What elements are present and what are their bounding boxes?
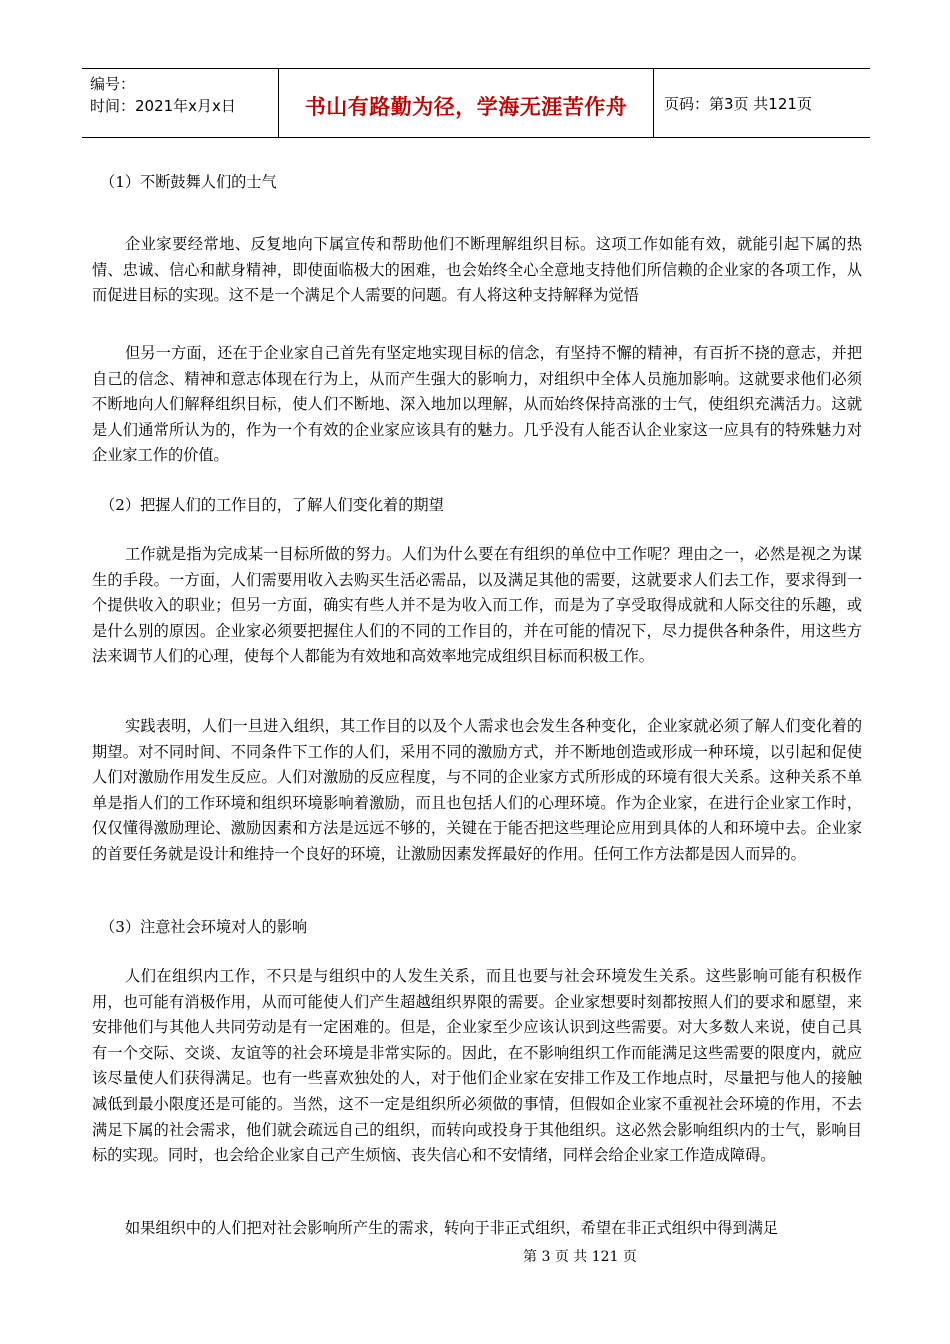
- number-label: 编号：: [90, 75, 136, 93]
- section-2-paragraph-1: 工作就是指为完成某一目标所做的努力。人们为什么要在有组织的单位中工作呢？理由之一，必然是视之为谋生的手段。一方面，人们需要用收入去购买生活必需品，以及满足其他的需要，这就要求人们去工作，要求得到一个提供收入的职业；但另一方面，确实有些人并不是为收入而工作，而是为了享受取得成就和人际交往的乐趣，或是什么别的原因。企业家必须要把握住人们的不同的工作目的，并在可能的情况下，尽力提供各种条件，用这些方法来调节人们的心理，使每个人都能为有效地和高效率地完成组织目标而积极工作。: [92, 545, 862, 666]
- section-3-paragraph-1: 人们在组织内工作，不只是与组织中的人发生关系，而且也要与社会环境发生关系。这些影响可能有积极作用，也可能有消极作用，从而可能使人们产生超越组织界限的需要。企业家想要时刻都按照人们的要求和愿望，来安排他们与其他人共同劳动是有一定困难的。但是，企业家至少应该认识到这些需要。对大多数人来说，使自己具有一个交际、交谈、友谊等的社会环境是非常实际的。因此，在不影响组织工作而能满足这些需要的限度内，就应该尽量使人们获得满足。也有一些喜欢独处的人，对于他们企业家在安排工作及工作地点时，尽量把与他人的接触减低到最小限度还是可能的。当然，这不一定是组织所必须做的事情，但假如企业家不重视社会环境的作用，不去满足下属的社会需求，他们就会疏远自己的组织，而转向或投身于其他组织。这必然会影响组织内的士气，影响目标的实现。同时，也会给企业家自己产生烦恼、丧失信心和不安情绪，同样会给企业家工作造成障碍。: [92, 967, 862, 1165]
- motto: 书山有路勤为径，学海无涯苦作舟: [304, 95, 628, 119]
- section-2-paragraph-2: 实践表明，人们一旦进入组织，其工作目的以及个人需求也会发生各种变化，企业家就必须了解人们变化着的期望。对不同时间、不同条件下工作的人们，采用不同的激励方式，并不断地创造或形成一种环境，以引起和促使人们对激励作用发生反应。人们对激励的反应程度，与不同的企业家方式所形成的环境有很大关系。这种关系不单单是指人们的工作环境和组织环境影响着激励，而且也包括人们的心理环境。作为企业家，在进行企业家工作时，仅仅懂得激励理论、激励因素和方法是远远不够的，关键在于能否把这些理论应用到具体的人和环境中去。企业家的首要任务就是设计和维持一个良好的环境，让激励因素发挥最好的作用。任何工作方法都是因人而异的。: [92, 717, 862, 863]
- date-label: 时间：2021年x月x日: [90, 97, 236, 115]
- section-1-paragraph-1: 企业家要经常地、反复地向下属宣传和帮助他们不断理解组织目标。这项工作如能有效，就能引起下属的热情、忠诚、信心和献身精神，即使面临极大的困难，也会始终全心全意地支持他们所信赖的企业家的各项工作，从而促进目标的实现。这不是一个满足个人需要的问题。有人将这种支持解释为觉悟: [92, 235, 862, 305]
- section-3-paragraph-2: 如果组织中的人们把对社会影响所产生的需求，转向于非正式组织，希望在非正式组织中得到满足: [125, 1219, 779, 1237]
- page-footer: [0, 1246, 950, 1266]
- header-center-cell: [279, 69, 654, 137]
- header-table: [82, 68, 870, 138]
- section-1-heading: （1）不断鼓舞人们的士气: [100, 173, 277, 191]
- page-info: 页码：第3页 共121页: [664, 95, 812, 113]
- footer-page-number: 第 3 页 共 121 页: [523, 1249, 637, 1265]
- header-left-cell: [82, 69, 279, 137]
- header-right-cell: [654, 69, 870, 137]
- section-1-paragraph-2: 但另一方面，还在于企业家自己首先有坚定地实现目标的信念，有坚持不懈的精神，有百折不挠的意志，并把自己的信念、精神和意志体现在行为上，从而产生强大的影响力，对组织中全体人员施加影响。这就要求他们必须不断地向人们解释组织目标，使人们不断地、深入地加以理解，从而始终保持高涨的士气，使组织充满活力。这就是人们通常所认为的，作为一个有效的企业家应该具有的魅力。几乎没有人能否认企业家这一应具有的特殊魅力对企业家工作的价值。: [92, 344, 862, 465]
- section-2-heading: （2）把握人们的工作目的，了解人们变化着的期望: [100, 496, 444, 514]
- section-3-heading: （3）注意社会环境对人的影响: [100, 918, 308, 936]
